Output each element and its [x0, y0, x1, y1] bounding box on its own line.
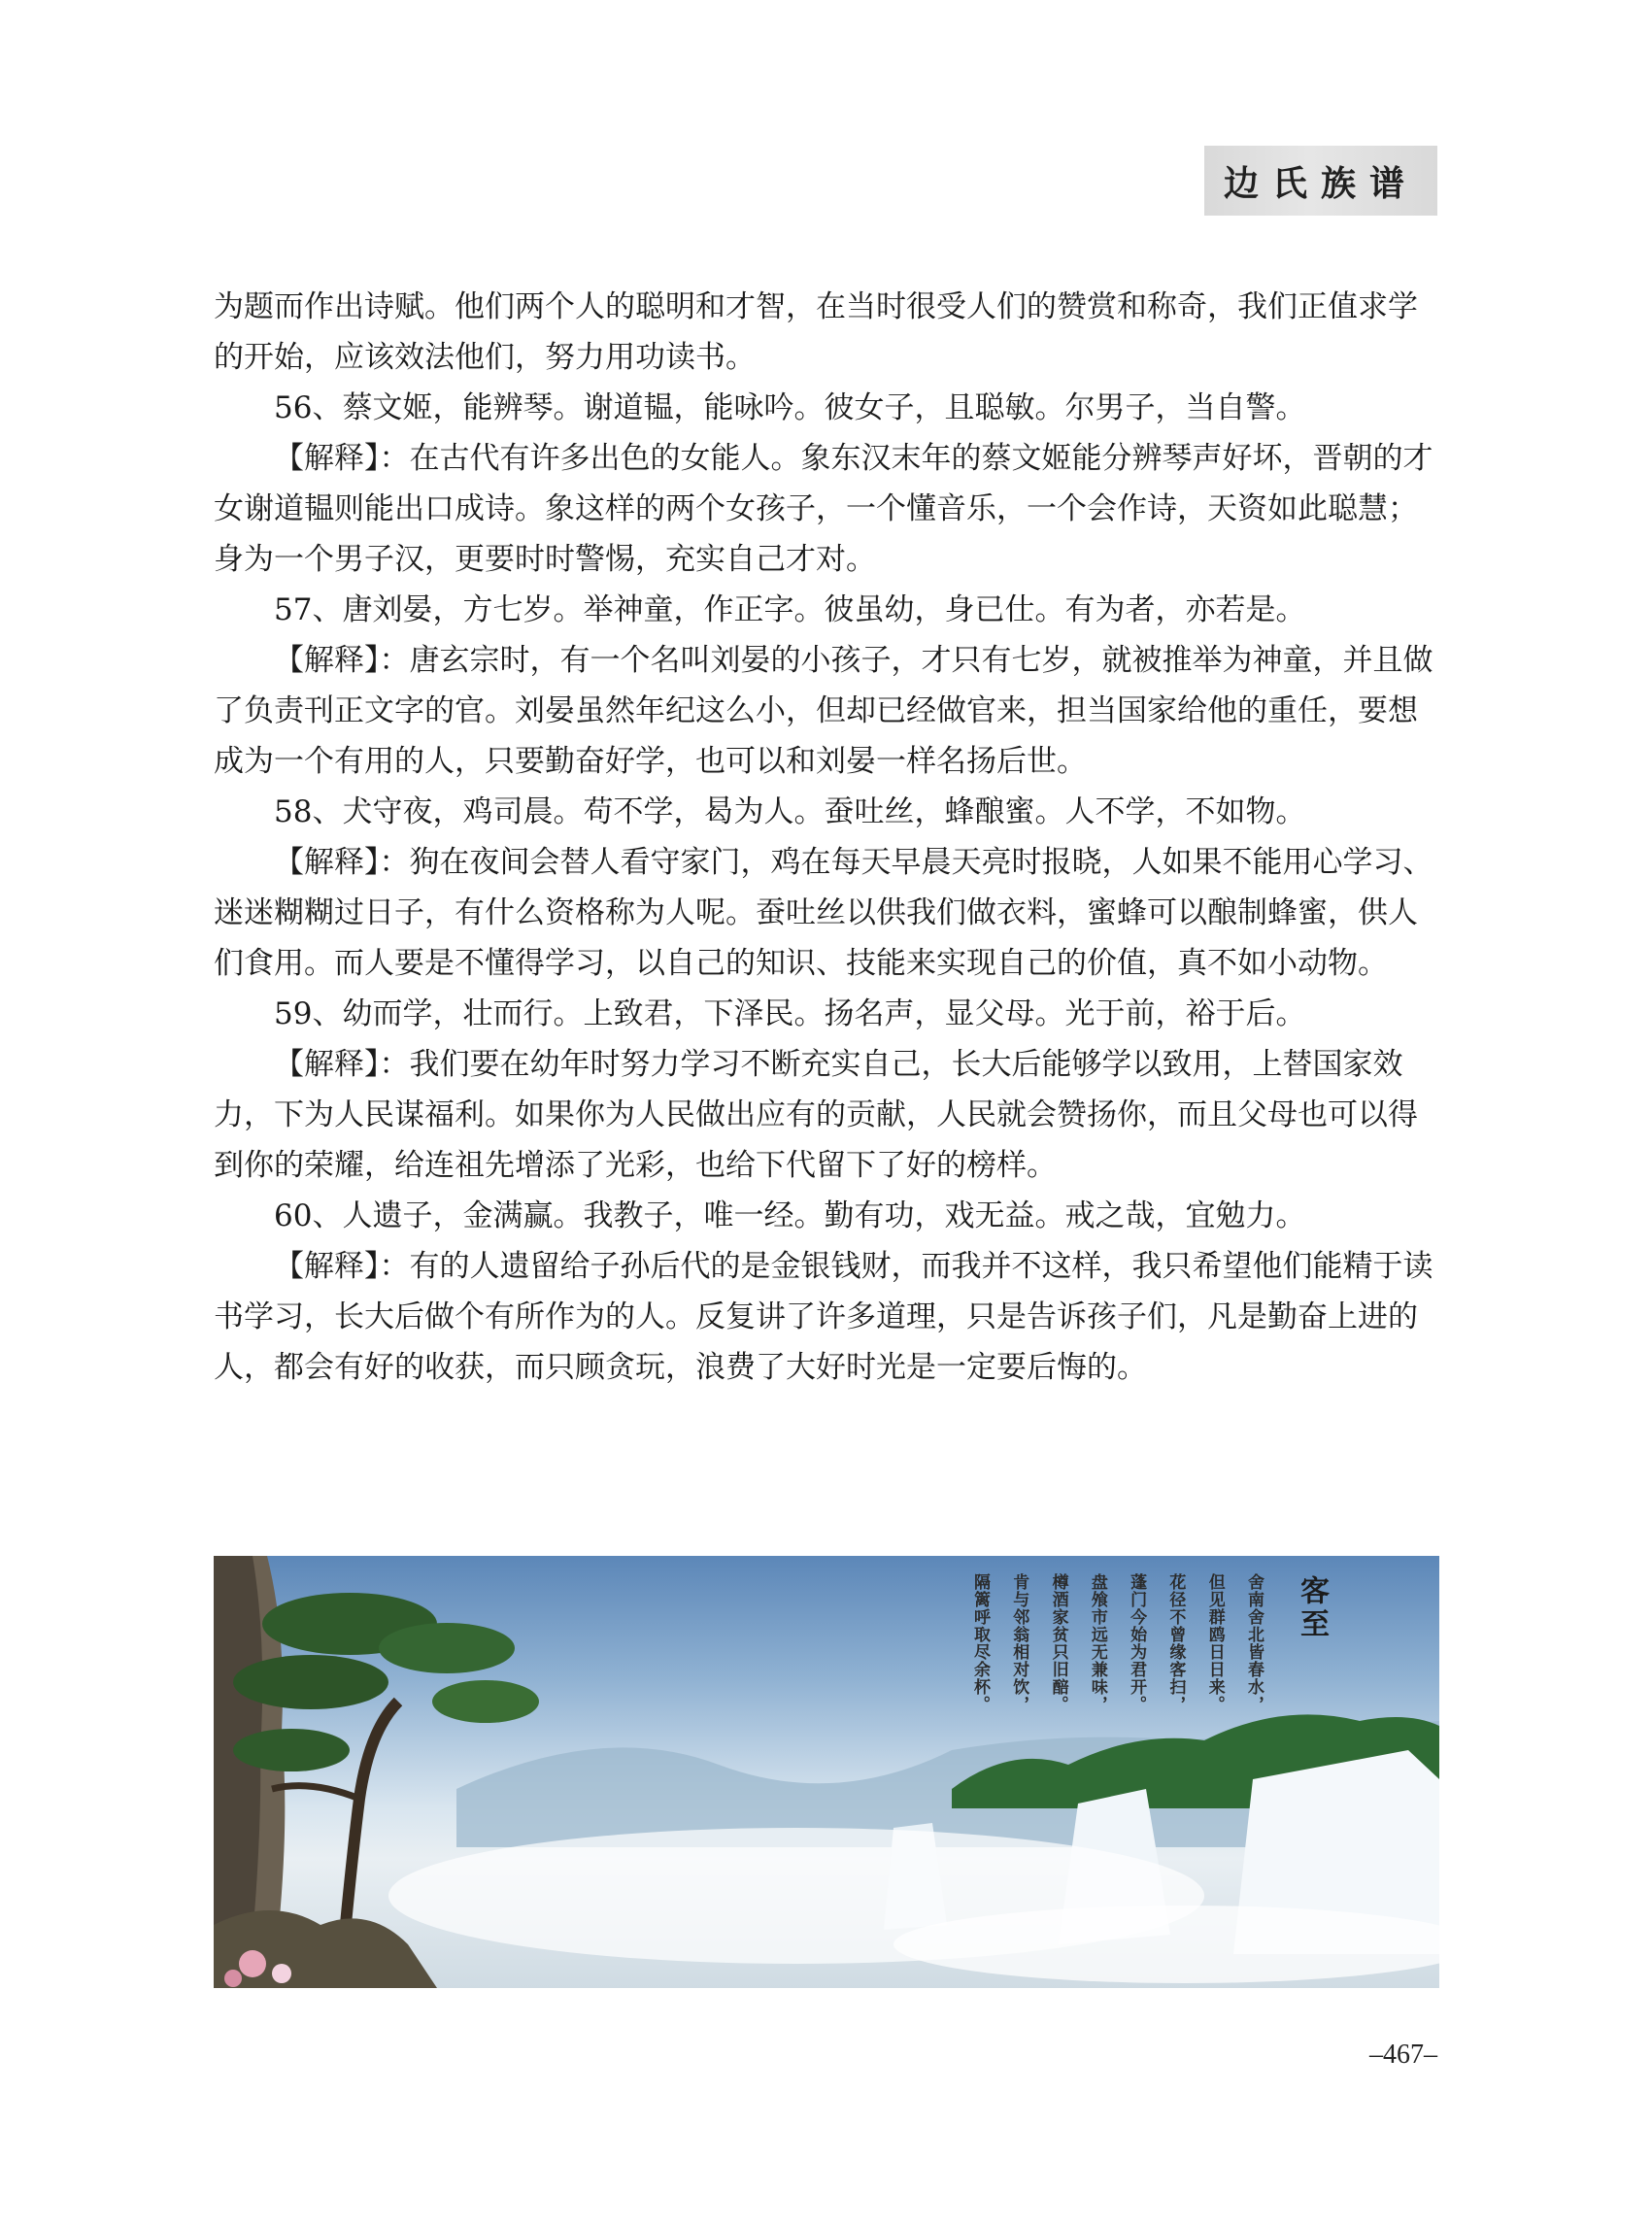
poem-lines — [971, 1573, 1263, 1738]
paragraph: 【解释】：在古代有许多出色的女能人。象东汉末年的蔡文姬能分辨琴声好坏，晋朝的才女谢道韫则能出口成诗。象这样的两个女孩子，一个懂音乐，一个会作诗，天资如此聪慧；身为一个男子汉，更要时时警惕，充实自己才对。 — [214, 441, 1433, 577]
poem-line: 肯与邻翁相对饮， — [1009, 1573, 1029, 1713]
paragraph: 60、人遗子，金满赢。我教子，唯一经。勤有功，戏无益。戒之哉，宜勉力。 — [274, 1198, 1306, 1233]
poem-title: 客至 — [1295, 1575, 1329, 1641]
paragraph: 【解释】：狗在夜间会替人看守家门，鸡在每天早晨天亮时报晓，人如果不能用心学习、迷迷糊糊过日子，有什么资格称为人呢。蚕吐丝以供我们做衣料，蜜蜂可以酿制蜂蜜，供人们食用。而人要是不懂得学习，以自己的知识、技能来实现自己的价值，真不如小动物。 — [214, 845, 1433, 981]
paragraph: 【解释】：唐玄宗时，有一个名叫刘晏的小孩子，才只有七岁，就被推举为神童，并且做了负责刊正文字的官。刘晏虽然年纪这么小，但却已经做官来，担当国家给他的重任，要想成为一个有用的人，只要勤奋好学，也可以和刘晏一样名扬后世。 — [214, 643, 1433, 779]
paragraph: 【解释】：有的人遗留给子孙后代的是金银钱财，而我并不这样，我只希望他们能精于读书学习，长大后做个有所作为的人。反复讲了许多道理，只是告诉孩子们，凡是勤奋上进的人，都会有好的收获，而只顾贪玩，浪费了大好时光是一定要后悔的。 — [214, 1249, 1433, 1385]
poem-line: 樽酒家贫只旧醅。 — [1048, 1573, 1068, 1713]
paragraph: 56、蔡文姬，能辨琴。谢道韫，能咏吟。彼女子，且聪敏。尔男子，当自警。 — [274, 390, 1306, 425]
poem-line: 但见群鸥日日来。 — [1204, 1573, 1225, 1713]
paragraph: 57、唐刘晏，方七岁。举神童，作正字。彼虽幼，身已仕。有为者，亦若是。 — [274, 592, 1306, 627]
poem-line: 盘飧市远无兼味， — [1087, 1573, 1107, 1713]
poem-line: 舍南舍北皆春水， — [1243, 1573, 1264, 1713]
landscape-illustration — [214, 1556, 1439, 1988]
paragraph: 58、犬守夜，鸡司晨。苟不学，曷为人。蚕吐丝，蜂酿蜜。人不学，不如物。 — [274, 794, 1306, 829]
paragraph: 【解释】：我们要在幼年时努力学习不断充实自己，长大后能够学以致用，上替国家效力，下为人民谋福利。如果你为人民做出应有的贡献，人民就会赞扬你，而且父母也可以得到你的荣耀，给连祖先增添了光彩，也给下代留下了好的榜样。 — [214, 1047, 1418, 1183]
paragraph: 59、幼而学，壮而行。上致君，下泽民。扬名声，显父母。光于前，裕于后。 — [274, 996, 1306, 1031]
poem-line: 花径不曾缘客扫， — [1165, 1573, 1186, 1713]
paragraph: 为题而作出诗赋。他们两个人的聪明和才智，在当时很受人们的赞赏和称奇，我们正值求学的开始，应该效法他们，努力用功读书。 — [214, 289, 1418, 375]
header-title-tag: 边氏族谱 — [1204, 146, 1437, 216]
page-number: –467– — [1369, 2040, 1437, 2070]
body-text — [214, 282, 1437, 1393]
poem-line: 蓬门今始为君开。 — [1127, 1573, 1147, 1713]
poem-line: 隔篱呼取尽余杯。 — [970, 1573, 990, 1713]
